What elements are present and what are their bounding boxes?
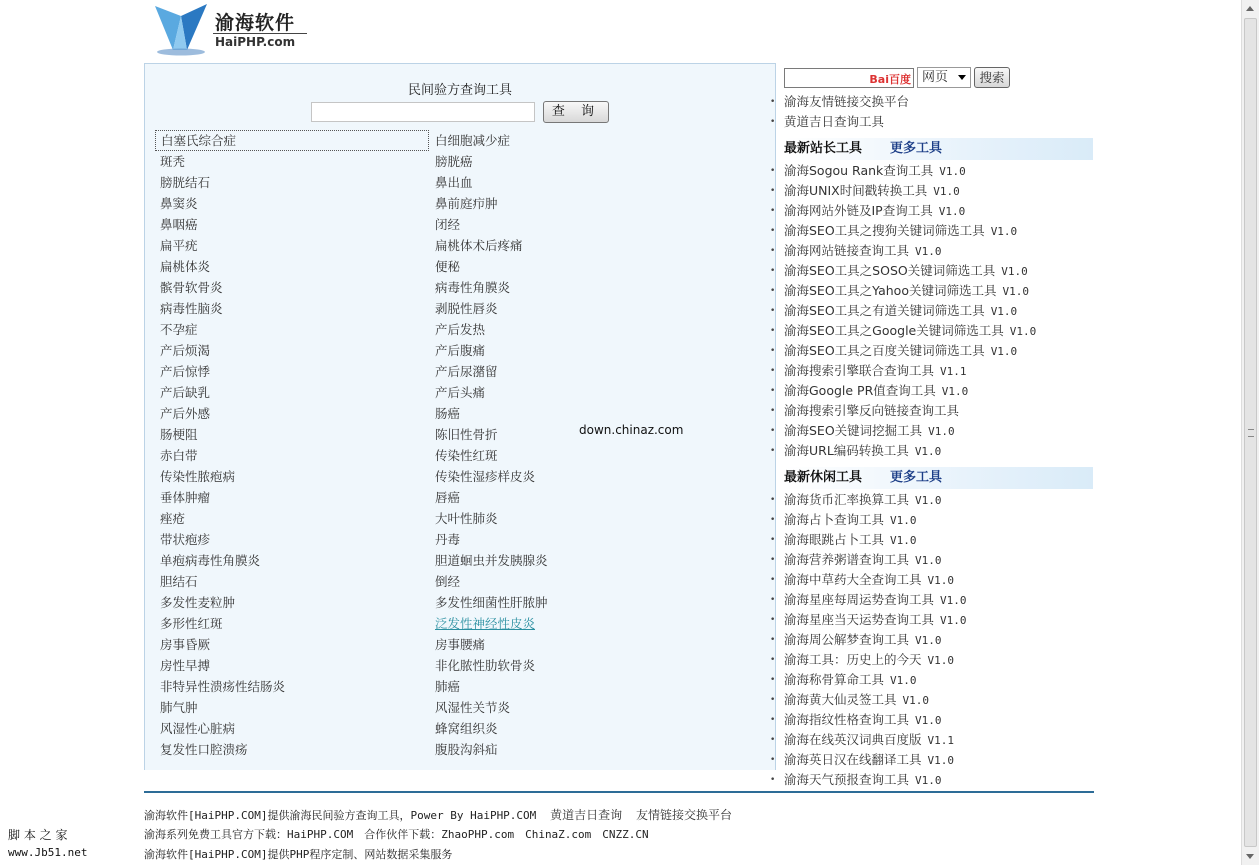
version-label: V1.1	[940, 365, 967, 378]
chevron-down-icon	[958, 75, 966, 80]
link-label: 渝海搜索引擎反向链接查询工具	[784, 403, 960, 418]
version-label: V1.0	[1009, 325, 1037, 338]
disease-link[interactable]: 斑秃	[160, 154, 186, 169]
disease-link[interactable]: 扁平疣	[160, 238, 198, 253]
disease-link[interactable]: 不孕症	[160, 322, 198, 337]
top-link[interactable]	[770, 112, 884, 132]
version-label: V1.0	[915, 554, 942, 567]
baidu-search-button[interactable]: 搜索	[974, 67, 1010, 88]
leisure-tool-link[interactable]	[770, 570, 954, 590]
tool-panel	[144, 63, 776, 770]
webmaster-tool-link[interactable]	[770, 401, 965, 421]
link-label: 渝海眼跳占卜工具	[784, 532, 885, 547]
disease-link[interactable]: 扁桃体炎	[160, 259, 211, 274]
version-label: V1.0	[990, 345, 1018, 358]
webmaster-tool-link[interactable]	[770, 201, 965, 221]
disease-link[interactable]: 传染性脓疱病	[160, 469, 236, 484]
webmaster-tool-link[interactable]	[770, 221, 1017, 241]
disease-link[interactable]: 带状疱疹	[160, 532, 211, 547]
version-label: V1.0	[927, 754, 955, 767]
link-label: 渝海SEO工具之百度关键词筛选工具	[784, 343, 985, 358]
disease-link[interactable]: 大叶性肺炎	[435, 511, 498, 526]
bullet-icon: •	[770, 635, 776, 645]
webmaster-tool-link[interactable]	[770, 281, 1029, 301]
corner-watermark-line2: www.Jb51.net	[8, 846, 88, 859]
section-webmaster-tools-header	[784, 138, 1093, 160]
leisure-tool-link[interactable]	[770, 650, 954, 670]
logo-divider	[213, 33, 307, 34]
link-label: 渝海SEO工具之Yahoo关键词筛选工具	[784, 283, 997, 298]
leisure-tool-link[interactable]	[770, 670, 917, 690]
disease-link[interactable]: 腹股沟斜疝	[435, 742, 498, 757]
disease-link[interactable]: 胆道蛔虫并发胰腺炎	[435, 553, 548, 568]
footer-row-1	[144, 806, 732, 823]
scroll-thumb[interactable]	[1244, 18, 1257, 847]
version-label: V1.1	[927, 734, 955, 747]
link-label: 渝海URL编码转换工具	[784, 443, 909, 458]
leisure-tool-link[interactable]	[770, 770, 942, 790]
version-label: V1.0	[938, 205, 966, 218]
bullet-icon: •	[770, 286, 776, 296]
more-tools-link[interactable]: 更多工具	[890, 470, 943, 485]
leisure-tool-link[interactable]	[770, 710, 942, 730]
disease-link[interactable]: 单疱病毒性角膜炎	[160, 553, 261, 568]
link-label: 渝海黄大仙灵签工具	[784, 692, 897, 707]
link-label: 渝海称骨算命工具	[784, 672, 885, 687]
disease-link[interactable]: 蜂窝组织炎	[435, 721, 498, 736]
webmaster-tool-link[interactable]	[770, 381, 968, 401]
bullet-icon: •	[770, 426, 776, 436]
disease-link[interactable]: 传染性湿疹样皮炎	[435, 469, 536, 484]
bullet-icon: •	[770, 326, 776, 336]
disease-link[interactable]: 泛发性神经性皮炎	[435, 616, 536, 631]
bullet-icon: •	[770, 266, 776, 276]
version-label: V1.0	[933, 185, 960, 198]
version-label: V1.0	[928, 425, 955, 438]
webmaster-tool-link[interactable]	[770, 421, 955, 441]
link-label: 渝海占卜查询工具	[784, 512, 885, 527]
disease-link[interactable]: 产后惊悸	[160, 364, 211, 379]
leisure-tool-link[interactable]	[770, 510, 917, 530]
webmaster-tool-link[interactable]	[770, 321, 1036, 341]
disease-link[interactable]: 产后缺乳	[160, 385, 211, 400]
footer-downloads[interactable]: 渝海系列免费工具官方下载：HaiPHP.COM 合作伙伴下载：ZhaoPHP.com ChinaZ.com CNZZ.CN	[144, 828, 649, 841]
link-label: 渝海SEO工具之Google关键词筛选工具	[784, 323, 1004, 338]
version-label: V1.0	[1002, 285, 1029, 298]
link-label: 渝海指纹性格查询工具	[784, 712, 910, 727]
link-label: 渝海Google PR值查询工具	[784, 383, 936, 398]
disease-link[interactable]: 丹毒	[435, 532, 461, 547]
disease-link[interactable]: 非化脓性肋软骨炎	[435, 658, 536, 673]
version-label: V1.0	[902, 694, 930, 707]
disease-link[interactable]: 多发性麦粒肿	[160, 595, 236, 610]
disease-link[interactable]: 肺癌	[435, 679, 461, 694]
version-label: V1.0	[915, 245, 942, 258]
disease-link[interactable]: 房事腰痛	[435, 637, 486, 652]
webmaster-tool-link[interactable]	[770, 161, 966, 181]
link-label: 渝海SEO工具之有道关键词筛选工具	[784, 303, 985, 318]
watermark-text: down.chinaz.com	[579, 423, 684, 437]
footer-link-exchange[interactable]: 友情链接交换平台	[635, 808, 732, 822]
disease-link[interactable]: 病毒性脑炎	[160, 301, 223, 316]
corner-watermark-line1: 脚 本 之 家	[8, 828, 68, 842]
section-title: 最新休闲工具	[784, 470, 863, 485]
disease-link[interactable]: 鼻前庭疖肿	[435, 196, 498, 211]
link-label: 渝海SEO工具之SOSO关键词筛选工具	[784, 263, 996, 278]
section-title: 最新站长工具	[784, 141, 863, 156]
version-label: V1.0	[1001, 265, 1028, 278]
version-label: V1.0	[890, 674, 917, 687]
link-label: 渝海SEO工具之搜狗关键词筛选工具	[784, 223, 985, 238]
link-label: 渝海星座每周运势查询工具	[784, 592, 935, 607]
disease-link[interactable]: 房事昏厥	[160, 637, 211, 652]
disease-link[interactable]: 产后外感	[160, 406, 211, 421]
leisure-tool-link[interactable]	[770, 590, 967, 610]
footer-row-3	[144, 846, 452, 862]
link-label: 渝海英日汉在线翻译工具	[784, 752, 922, 767]
disease-link[interactable]: 赤白带	[160, 448, 198, 463]
disease-link[interactable]: 髌骨软骨炎	[160, 280, 223, 295]
leisure-tool-link[interactable]	[770, 490, 942, 510]
bullet-icon: •	[770, 97, 776, 107]
version-label: V1.0	[915, 634, 942, 647]
disease-link[interactable]: 鼻窦炎	[160, 196, 198, 211]
leisure-tool-link[interactable]	[770, 530, 917, 550]
bullet-icon: •	[770, 615, 776, 625]
bullet-icon: •	[770, 675, 776, 685]
footer-services: 渝海软件[HaiPHP.COM]提供PHP程序定制、网站数据采集服务	[144, 848, 453, 861]
link-label: 渝海货币汇率换算工具	[784, 492, 910, 507]
bullet-icon: •	[770, 206, 776, 216]
disease-link[interactable]: 痤疮	[160, 511, 186, 526]
bullet-icon: •	[770, 535, 776, 545]
version-label: V1.0	[927, 574, 955, 587]
link-label: 渝海周公解梦查询工具	[784, 632, 910, 647]
link-label: 渝海Sogou Rank查询工具	[784, 163, 934, 178]
leisure-tool-link[interactable]	[770, 550, 942, 570]
disease-link[interactable]: 多形性红斑	[160, 616, 223, 631]
disease-link[interactable]: 产后烦渴	[160, 343, 211, 358]
grip-icon	[1248, 429, 1254, 437]
more-tools-link[interactable]: 更多工具	[890, 141, 943, 156]
disease-link[interactable]: 鼻咽癌	[160, 217, 198, 232]
bullet-icon: •	[770, 715, 776, 725]
disease-link[interactable]: 鼻出血	[435, 175, 473, 190]
disease-link[interactable]: 白塞氏综合症	[155, 130, 429, 151]
link-label: 渝海SEO关键词挖掘工具	[784, 423, 923, 438]
footer-link-calendar[interactable]: 黄道吉日查询	[550, 808, 623, 822]
page-scrollbar[interactable]	[1241, 0, 1259, 865]
bullet-icon: •	[770, 186, 776, 196]
disease-link[interactable]: 垂体肿瘤	[160, 490, 211, 505]
link-label: 渝海天气预报查询工具	[784, 772, 910, 787]
footer-row-2	[144, 826, 649, 842]
bullet-icon: •	[770, 775, 776, 785]
version-label: V1.0	[990, 225, 1018, 238]
disease-link[interactable]: 产后发热	[435, 322, 486, 337]
link-label: 渝海在线英汉词典百度版	[784, 732, 922, 747]
version-label: V1.0	[939, 165, 966, 178]
disease-link[interactable]: 产后尿潴留	[435, 364, 498, 379]
link-label: 渝海中草药大全查询工具	[784, 572, 922, 587]
link-label: 黄道吉日查询工具	[784, 114, 885, 129]
scroll-down-arrow-icon[interactable]	[1246, 854, 1254, 859]
leisure-tool-link[interactable]	[770, 690, 929, 710]
baidu-select-value: 网页	[922, 70, 949, 85]
bullet-icon: •	[770, 406, 776, 416]
bullet-icon: •	[770, 306, 776, 316]
bullet-icon: •	[770, 755, 776, 765]
leisure-tool-link[interactable]	[770, 750, 954, 770]
version-label: V1.0	[940, 594, 967, 607]
site-logo[interactable]	[153, 2, 313, 58]
disease-link[interactable]: 产后腹痛	[435, 343, 486, 358]
query-button[interactable]: 查 询	[543, 101, 609, 123]
baidu-logo-icon: Bai百度	[869, 73, 911, 86]
bullet-icon: •	[770, 495, 776, 505]
version-label: V1.0	[915, 494, 942, 507]
version-label: V1.0	[915, 774, 942, 787]
version-label: V1.0	[941, 385, 969, 398]
webmaster-tool-link[interactable]	[770, 361, 967, 381]
tool-title: 民间验方查询工具	[407, 83, 512, 98]
disease-link[interactable]: 胆结石	[160, 574, 198, 589]
disease-link[interactable]: 产后头痛	[435, 385, 486, 400]
disease-link[interactable]: 传染性红斑	[435, 448, 498, 463]
link-label: 渝海工具：历史上的今天	[784, 652, 922, 667]
disease-link[interactable]: 肠梗阻	[160, 427, 198, 442]
disease-link[interactable]: 扁桃体术后疼痛	[435, 238, 523, 253]
disease-link[interactable]: 房性早搏	[160, 658, 211, 673]
remedy-search-input[interactable]	[311, 102, 535, 122]
corner-watermark	[8, 826, 87, 862]
scroll-up-arrow-icon[interactable]	[1246, 6, 1254, 11]
version-label: V1.0	[927, 654, 955, 667]
disease-link[interactable]: 闭经	[435, 217, 461, 232]
baidu-search-input[interactable]	[784, 68, 914, 88]
disease-link[interactable]: 膀胱结石	[160, 175, 211, 190]
version-label: V1.0	[890, 514, 917, 527]
top-link[interactable]	[770, 92, 909, 112]
disease-link[interactable]: 陈旧性骨折	[435, 427, 498, 442]
logo-text-en: HaiPHP.com	[215, 35, 296, 49]
bullet-icon: •	[770, 555, 776, 565]
bullet-icon: •	[770, 575, 776, 585]
webmaster-tool-link[interactable]	[770, 241, 942, 261]
bullet-icon: •	[770, 346, 776, 356]
link-label: 渝海搜索引擎联合查询工具	[784, 363, 935, 378]
disease-link[interactable]: 便秘	[435, 259, 461, 274]
disease-link[interactable]: 肺气肿	[160, 700, 198, 715]
link-label: 渝海友情链接交换平台	[784, 94, 910, 109]
disease-link[interactable]: 非特异性溃疡性结肠炎	[160, 679, 286, 694]
disease-link[interactable]: 倒经	[435, 574, 461, 589]
disease-link[interactable]: 唇癌	[435, 490, 461, 505]
section-leisure-tools-header	[784, 467, 1093, 489]
bullet-icon: •	[770, 695, 776, 705]
bullet-icon: •	[770, 366, 776, 376]
webmaster-tool-link[interactable]	[770, 181, 960, 201]
bullet-icon: •	[770, 515, 776, 525]
bullet-icon: •	[770, 226, 776, 236]
footer-divider	[144, 791, 1094, 793]
version-label: V1.0	[915, 714, 942, 727]
disease-link[interactable]: 多发性细菌性肝脓肿	[435, 595, 548, 610]
leisure-tool-link[interactable]	[770, 730, 954, 750]
logo-emblem-icon	[153, 2, 211, 56]
bullet-icon: •	[770, 386, 776, 396]
bullet-icon: •	[770, 117, 776, 127]
version-label: V1.0	[990, 305, 1018, 318]
webmaster-tool-link[interactable]	[770, 301, 1017, 321]
bullet-icon: •	[770, 446, 776, 456]
disease-link[interactable]: 复发性口腔溃疡	[160, 742, 248, 757]
link-label: 渝海星座当天运势查询工具	[784, 612, 935, 627]
baidu-search-type-select[interactable]	[917, 67, 971, 88]
version-label: V1.0	[940, 614, 967, 627]
disease-link[interactable]: 剥脱性唇炎	[435, 301, 498, 316]
footer-copyright: 渝海软件[HaiPHP.COM]提供渝海民间验方查询工具，Power By HaiPHP.COM	[144, 809, 537, 822]
leisure-tool-link[interactable]	[770, 630, 942, 650]
link-label: 渝海网站链接查询工具	[784, 243, 910, 258]
version-label: V1.0	[914, 445, 942, 458]
bullet-icon: •	[770, 735, 776, 745]
bullet-icon: •	[770, 655, 776, 665]
link-label: 渝海UNIX时间戳转换工具	[784, 183, 928, 198]
bullet-icon: •	[770, 166, 776, 176]
disease-link[interactable]: 膀胱癌	[435, 154, 473, 169]
webmaster-tool-link[interactable]	[770, 341, 1017, 361]
version-label: V1.0	[890, 534, 917, 547]
bullet-icon: •	[770, 246, 776, 256]
logo-text-cn: 渝海软件	[215, 12, 296, 34]
disease-link[interactable]: 病毒性角膜炎	[435, 280, 511, 295]
link-label: 渝海网站外链及IP查询工具	[784, 203, 933, 218]
bullet-icon: •	[770, 595, 776, 605]
leisure-tool-link[interactable]	[770, 610, 967, 630]
webmaster-tool-link[interactable]	[770, 441, 941, 461]
webmaster-tool-link[interactable]	[770, 261, 1028, 281]
disease-link[interactable]: 风湿性关节炎	[435, 700, 511, 715]
disease-link[interactable]: 风湿性心脏病	[160, 721, 236, 736]
link-label: 渝海营养粥谱查询工具	[784, 552, 910, 567]
disease-link[interactable]: 肠癌	[435, 406, 461, 421]
disease-link[interactable]: 白细胞减少症	[435, 133, 511, 148]
